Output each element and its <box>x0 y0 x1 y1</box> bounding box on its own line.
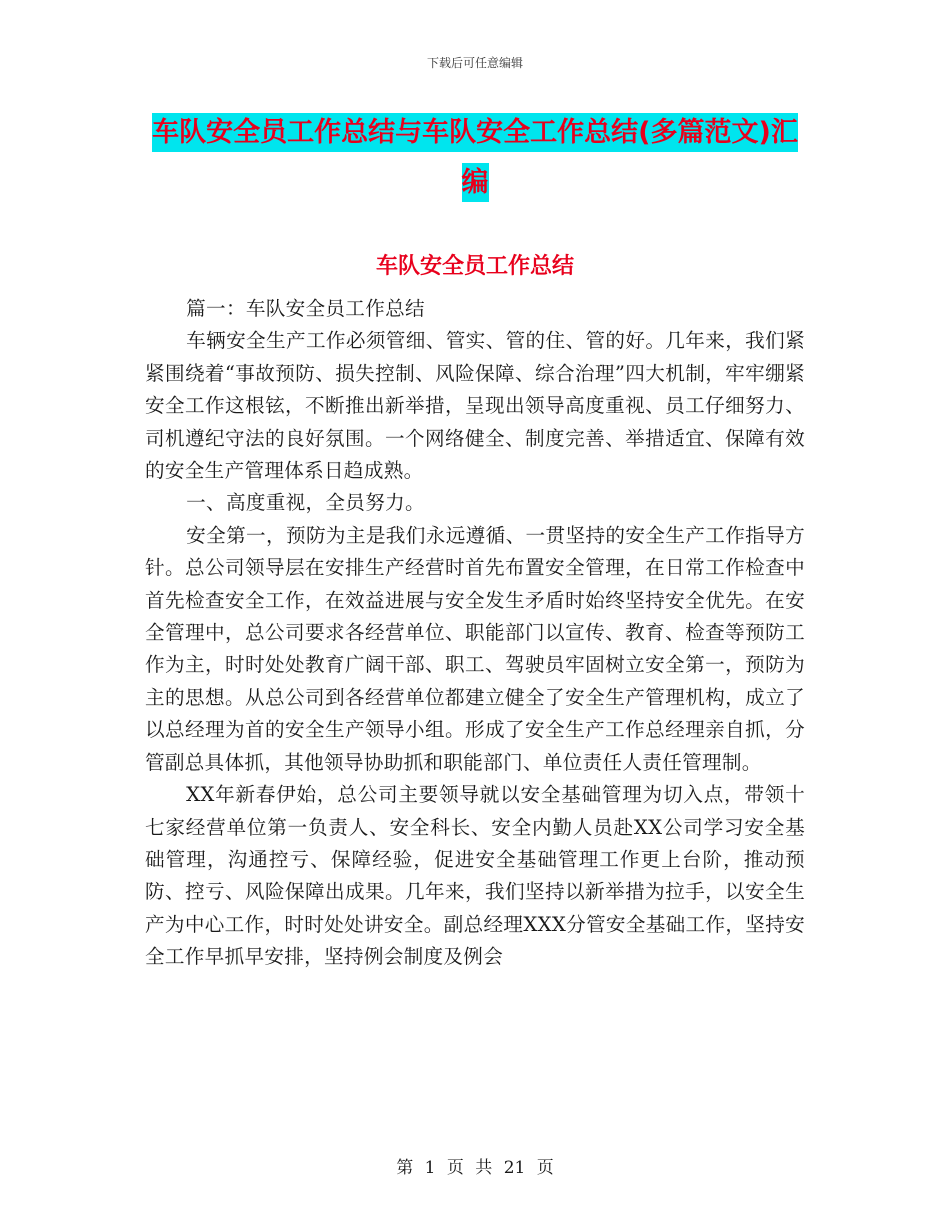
document-body <box>145 293 805 974</box>
paragraph: XX年新春伊始，总公司主要领导就以安全基础管理为切入点，带领十七家经营单位第一负责人、安全科长、安全内勤人员赴XX公司学习安全基础管理，沟通控亏、保障经验，促进安全基础管理工作更上台阶，推动预防、控亏、风险保障出成果。几年来，我们坚持以新举措为拉手，以安全生产为中心工作，时时处处讲安全。副总经理XXX分管安全基础工作，坚持安全工作早抓早安排，坚持例会制度及例会 <box>145 783 805 969</box>
document-title-highlight: 车队安全员工作总结与车队安全工作总结(多篇范文)汇编 <box>152 113 798 202</box>
page-header-note: 下载后可任意编辑 <box>426 56 523 70</box>
document-title <box>145 108 805 208</box>
paragraph: 安全第一，预防为主是我们永远遵循、一贯坚持的安全生产工作指导方针。总公司领导层在安排生产经营时首先布置安全管理，在日常工作检查中首先检查安全工作，在效益进展与安全发生矛盾时始终坚持安全优先。在安全管理中，总公司要求各经营单位、职能部门以宣传、教育、检查等预防工作为主，时时处处教育广阔干部、职工、驾驶员牢固树立安全第一，预防为主的思想。从总公司到各经营单位都建立健全了安全生产管理机构，成立了以总经理为首的安全生产领导小组。形成了安全生产工作总经理亲自抓，分管副总具体抓，其他领导协助抓和职能部门、单位责任人责任管理制。 <box>145 523 805 774</box>
section-title: 车队安全员工作总结 <box>375 254 574 279</box>
paragraph: 车辆安全生产工作必须管细、管实、管的住、管的好。几年来，我们紧紧围绕着“事故预防、损失控制、风险保障、综合治理”四大机制，牢牢绷紧安全工作这根铉，不断推出新举措，呈现出领导高度重视、员工仔细努力、司机遵纪守法的良好氛围。一个网络健全、制度完善、举措适宜、保障有效的安全生产管理体系日趋成熟。 <box>145 329 805 483</box>
paragraph-subtitle: 篇一：车队安全员工作总结 <box>186 297 425 320</box>
page-footer-number: 第 1 页 共 21 页 <box>396 1158 554 1178</box>
paragraph-heading: 一、高度重视，全员努力。 <box>186 491 425 515</box>
